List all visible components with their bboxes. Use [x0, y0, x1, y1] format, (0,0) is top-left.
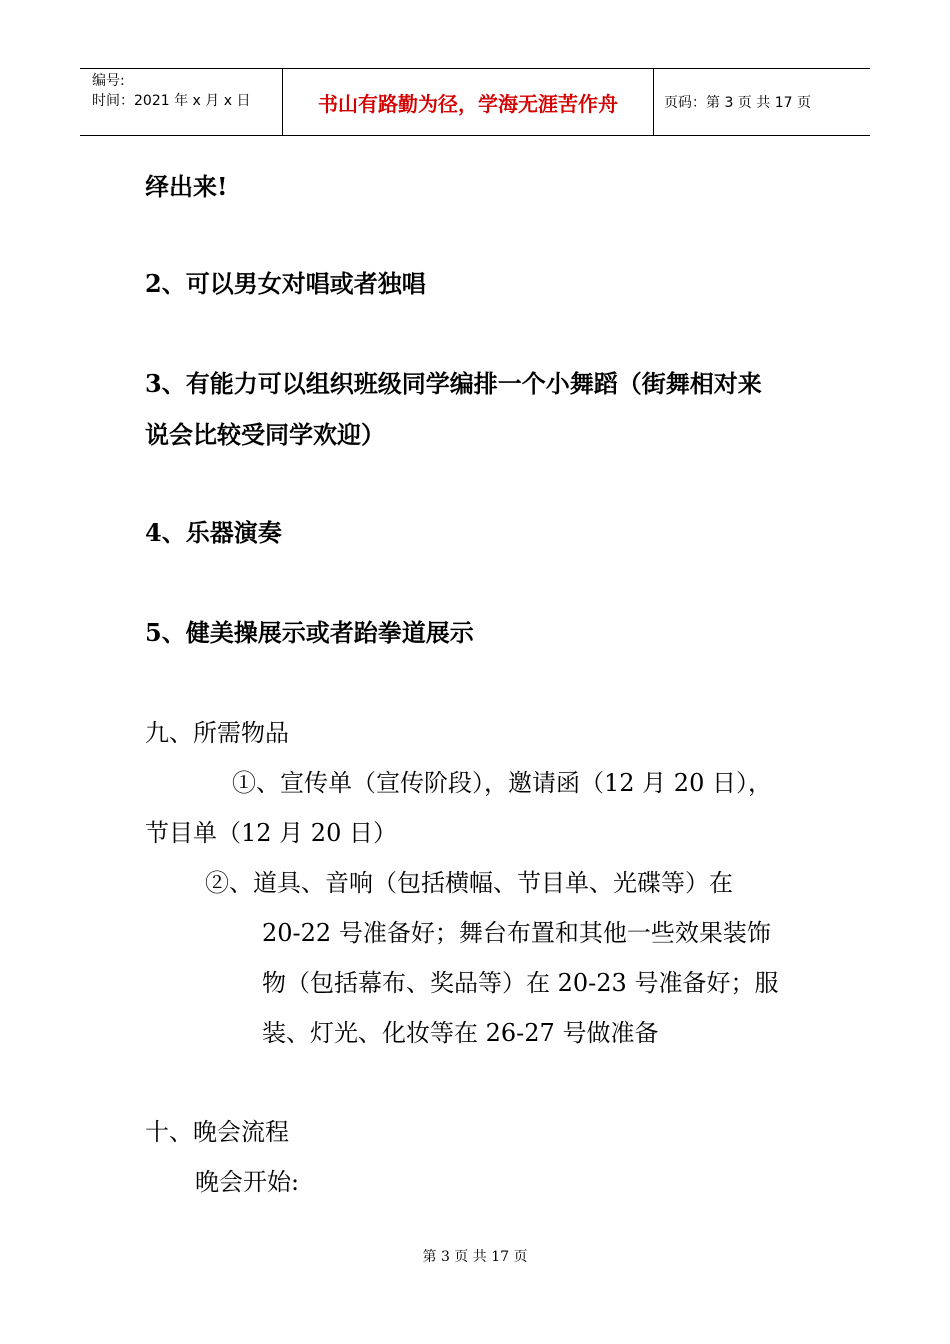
header-page-info: 页码：第 3 页 共 17 页 [664, 95, 811, 111]
list-item-3-line2: 说会比较受同学欢迎） [145, 420, 385, 449]
section-9-item2-line1: ②、道具、音响（包括横幅、节目单、光碟等）在 [205, 869, 733, 897]
document-number-label: 编号: [92, 73, 125, 89]
list-item-3-line1: 3、有能力可以组织班级同学编排一个小舞蹈（街舞相对来 [145, 369, 762, 398]
list-item-2: 2、可以男女对唱或者独唱 [145, 269, 426, 298]
page-footer: 第 3 页 共 17 页 [422, 1249, 528, 1265]
page-header [80, 68, 870, 136]
list-item-4: 4、乐器演奏 [145, 518, 282, 547]
section-9-item2-line3: 物（包括幕布、奖品等）在 20-23 号准备好；服 [262, 969, 779, 997]
header-motto: 书山有路勤为径，学海无涯苦作舟 [318, 91, 618, 116]
continuation-line: 绎出来! [145, 172, 228, 201]
section-9-item1-line1: ①、宣传单（宣传阶段），邀请函（12 月 20 日）， [232, 769, 772, 797]
header-motto-cell [282, 69, 654, 135]
section-9-item2-line2: 20-22 号准备好；舞台布置和其他一些效果装饰 [262, 919, 771, 947]
section-9-title: 九、所需物品 [145, 719, 289, 747]
document-date: 时间：2021 年 x 月 x 日 [92, 93, 251, 109]
section-9-item1-line2: 节目单（12 月 20 日） [145, 819, 397, 847]
section-10-title: 十、晚会流程 [145, 1118, 289, 1146]
section-9-item2-line4: 装、灯光、化妆等在 26-27 号做准备 [262, 1019, 659, 1047]
header-meta [80, 69, 282, 135]
header-page-info-cell [654, 69, 870, 135]
list-item-5: 5、健美操展示或者跆拳道展示 [145, 618, 474, 647]
section-10-start: 晚会开始: [195, 1168, 300, 1196]
